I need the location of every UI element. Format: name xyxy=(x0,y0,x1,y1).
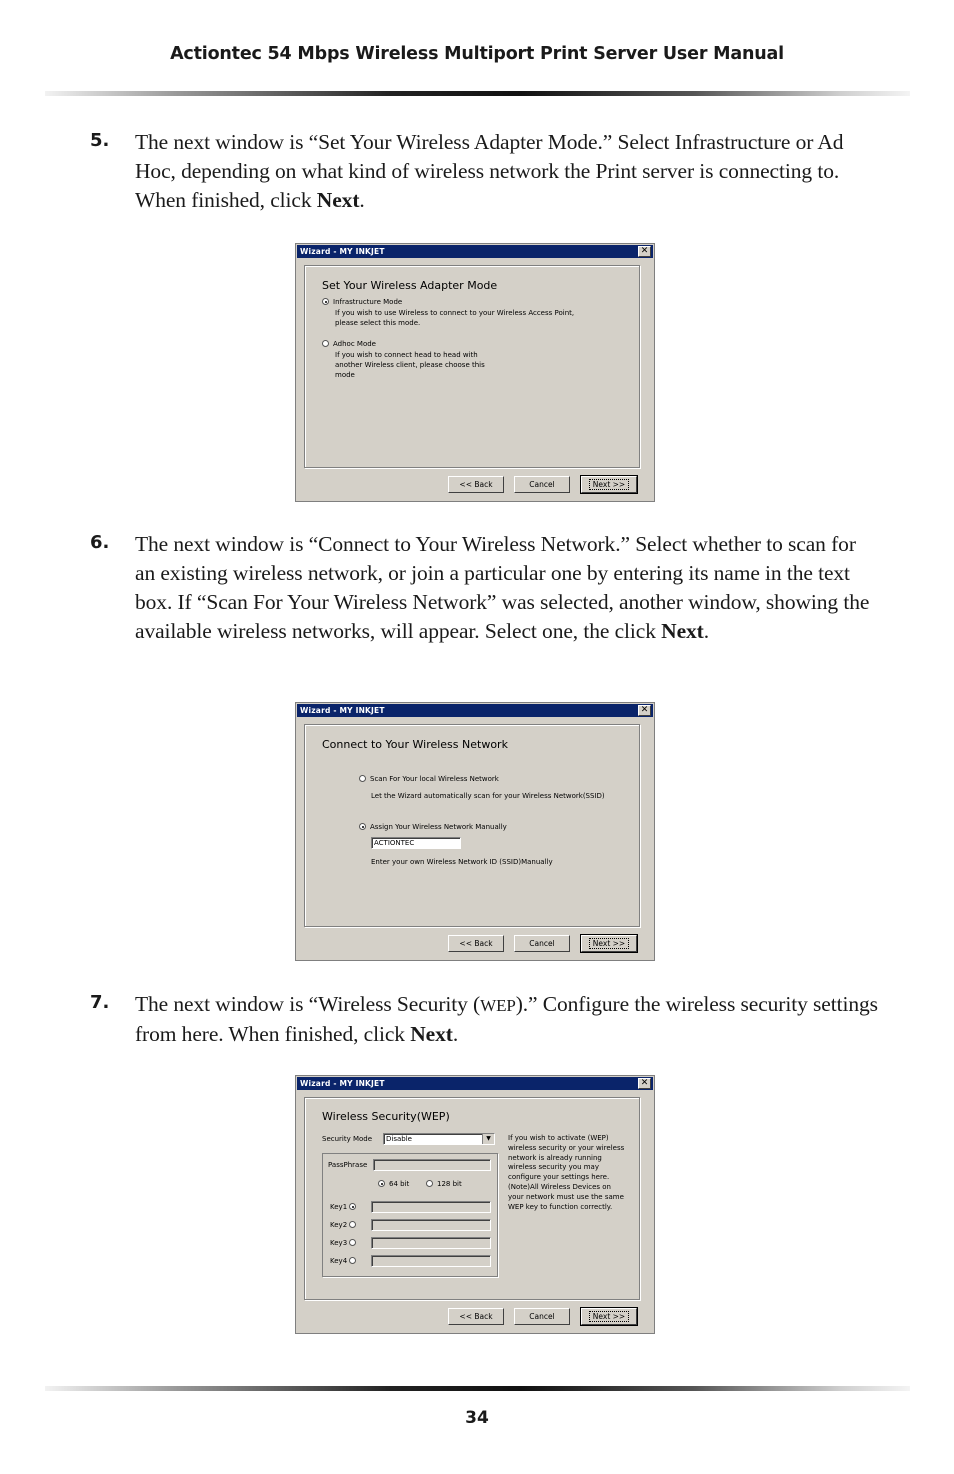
panel-title: Wireless Security(WEP) xyxy=(322,1110,450,1123)
step-number: 7. xyxy=(90,992,110,1013)
infrastructure-mode-radio[interactable] xyxy=(322,297,402,307)
close-icon[interactable]: ✕ xyxy=(638,246,651,257)
step-text-part: The next window is “Set Your Wireless Adapter Mode.” Select Infrastructure or Ad Hoc, depending on what kind of wireless network the Print server is connecting to. When finished, click xyxy=(135,130,844,212)
help-line: wireless security you may xyxy=(508,1163,599,1172)
help-line: If you wish to activate (WEP) xyxy=(508,1134,609,1142)
key2-radio[interactable] xyxy=(330,1220,356,1230)
key-label: Key2 xyxy=(330,1221,348,1229)
help-line: WEP key to function correctly. xyxy=(508,1202,613,1211)
64-bit-radio[interactable] xyxy=(378,1179,409,1189)
step-text-bold: Next xyxy=(410,1022,453,1046)
step-text xyxy=(135,990,880,1049)
wireless-security-dialog-screenshot xyxy=(295,1075,655,1334)
radio-unselected-icon xyxy=(349,1239,356,1246)
security-help-text xyxy=(508,1134,624,1212)
panel-title: Connect to Your Wireless Network xyxy=(322,738,508,751)
step-text-part: . xyxy=(703,619,710,643)
radio-unselected-icon xyxy=(322,340,329,347)
security-mode-label: Security Mode xyxy=(322,1135,373,1143)
option-label: Scan For Your local Wireless Network xyxy=(370,775,499,783)
passphrase-input[interactable] xyxy=(373,1159,491,1171)
radio-unselected-icon xyxy=(426,1180,433,1187)
help-line: configure your settings here. xyxy=(508,1173,610,1182)
connect-network-dialog-screenshot xyxy=(295,702,655,961)
step-text-part: ).” Configure the wireless security settings from here. When finished, click xyxy=(135,992,878,1046)
back-button[interactable]: << Back xyxy=(448,476,504,493)
description-line: Let the Wizard automatically scan for your Wireless Network(SSID) xyxy=(371,792,605,800)
option-label: Infrastructure Mode xyxy=(333,298,403,306)
title-bar xyxy=(297,704,653,717)
cancel-button[interactable]: Cancel xyxy=(514,476,570,493)
scan-network-radio[interactable] xyxy=(359,774,499,784)
option-label: 64 bit xyxy=(389,1180,410,1188)
header-divider xyxy=(45,91,910,96)
cancel-button[interactable]: Cancel xyxy=(514,935,570,952)
radio-selected-icon xyxy=(349,1203,356,1210)
radio-selected-icon xyxy=(322,298,329,305)
close-icon[interactable]: ✕ xyxy=(638,705,651,716)
128-bit-radio[interactable] xyxy=(426,1179,462,1189)
window-title: Wizard - MY INKJET xyxy=(300,247,385,256)
next-button-label: Next >> xyxy=(589,479,629,490)
page-header: Actiontec 54 Mbps Wireless Multiport Print Server User Manual xyxy=(170,44,784,64)
cancel-button[interactable]: Cancel xyxy=(514,1308,570,1325)
footer-divider xyxy=(45,1386,910,1391)
passphrase-label: PassPhrase xyxy=(328,1161,368,1169)
radio-unselected-icon xyxy=(359,775,366,782)
radio-unselected-icon xyxy=(349,1257,356,1264)
wizard-panel xyxy=(304,1097,640,1300)
next-button-label: Next >> xyxy=(589,938,629,949)
adapter-mode-dialog-screenshot xyxy=(295,243,655,502)
key2-input[interactable] xyxy=(371,1219,491,1231)
description-line: please select this mode. xyxy=(335,319,421,327)
step-text xyxy=(135,530,880,646)
next-button[interactable] xyxy=(581,476,637,493)
option-label: Adhoc Mode xyxy=(333,340,376,348)
option-label: Assign Your Wireless Network Manually xyxy=(370,823,507,831)
description-line: If you wish to use Wireless to connect to your Wireless Access Point, xyxy=(335,309,575,317)
step-text-part: . xyxy=(359,188,365,212)
key4-input[interactable] xyxy=(371,1255,491,1267)
help-line: (Note)All Wireless Devices on xyxy=(508,1182,611,1191)
title-bar xyxy=(297,245,653,258)
key-label: Key3 xyxy=(330,1239,348,1247)
security-mode-select[interactable] xyxy=(383,1133,495,1145)
key-label: Key4 xyxy=(330,1257,348,1265)
next-button[interactable] xyxy=(581,935,637,952)
key3-radio[interactable] xyxy=(330,1238,356,1248)
panel-title: Set Your Wireless Adapter Mode xyxy=(322,279,498,292)
option-description xyxy=(371,857,553,867)
close-icon[interactable]: ✕ xyxy=(638,1078,651,1089)
wizard-panel xyxy=(304,724,640,927)
step-number: 5. xyxy=(90,130,110,151)
next-button-label: Next >> xyxy=(589,1311,629,1322)
step-text xyxy=(135,128,880,215)
ssid-input[interactable]: ACTIONTEC xyxy=(371,837,461,849)
description-line: another Wireless client, please choose this xyxy=(335,361,485,369)
back-button[interactable]: << Back xyxy=(448,1308,504,1325)
option-description xyxy=(335,350,485,380)
adhoc-mode-radio[interactable] xyxy=(322,339,376,349)
key1-input[interactable] xyxy=(371,1201,491,1213)
description-line: Enter your own Wireless Network ID (SSID)Manually xyxy=(371,858,553,866)
help-line: network is already running xyxy=(508,1153,602,1162)
option-label: 128 bit xyxy=(437,1180,462,1188)
step-text-bold: Next xyxy=(316,188,360,212)
step-text-part: The next window is “Wireless Security ( xyxy=(135,992,481,1016)
step-text-abbrev: WEP xyxy=(480,996,516,1015)
wizard-panel xyxy=(304,265,640,468)
option-description xyxy=(371,791,605,801)
step-text-part: . xyxy=(452,1022,459,1046)
option-description xyxy=(335,308,574,328)
wep-key-groupbox xyxy=(322,1153,498,1277)
step-text-part: The next window is “Connect to Your Wireless Network.” Select whether to scan for an existing wireless network, or join a particular one by entering its name in the text box. If “Scan For Your Wireless Network” was selected, another window, showing the available wireless networks, will appear. Select one, the click xyxy=(135,532,870,643)
security-mode-value: Disable xyxy=(386,1135,412,1143)
help-line: wireless security or your wireless xyxy=(508,1143,625,1152)
key3-input[interactable] xyxy=(371,1237,491,1249)
assign-network-radio[interactable] xyxy=(359,822,507,832)
radio-selected-icon xyxy=(359,823,366,830)
help-line: your network must use the same xyxy=(508,1192,624,1201)
key4-radio[interactable] xyxy=(330,1256,356,1266)
step-text-bold: Next xyxy=(661,619,704,643)
description-line: mode xyxy=(335,371,355,379)
step-number: 6. xyxy=(90,532,110,553)
back-button[interactable]: << Back xyxy=(448,935,504,952)
radio-selected-icon xyxy=(378,1180,385,1187)
dropdown-arrow-icon: ▼ xyxy=(482,1134,494,1144)
window-title: Wizard - MY INKJET xyxy=(300,1079,385,1088)
title-bar xyxy=(297,1077,653,1090)
radio-unselected-icon xyxy=(349,1221,356,1228)
key-label: Key1 xyxy=(330,1203,348,1211)
window-title: Wizard - MY INKJET xyxy=(300,706,385,715)
next-button[interactable] xyxy=(581,1308,637,1325)
key1-radio[interactable] xyxy=(330,1202,356,1212)
page-number: 34 xyxy=(465,1408,489,1428)
description-line: If you wish to connect head to head with xyxy=(335,351,478,359)
